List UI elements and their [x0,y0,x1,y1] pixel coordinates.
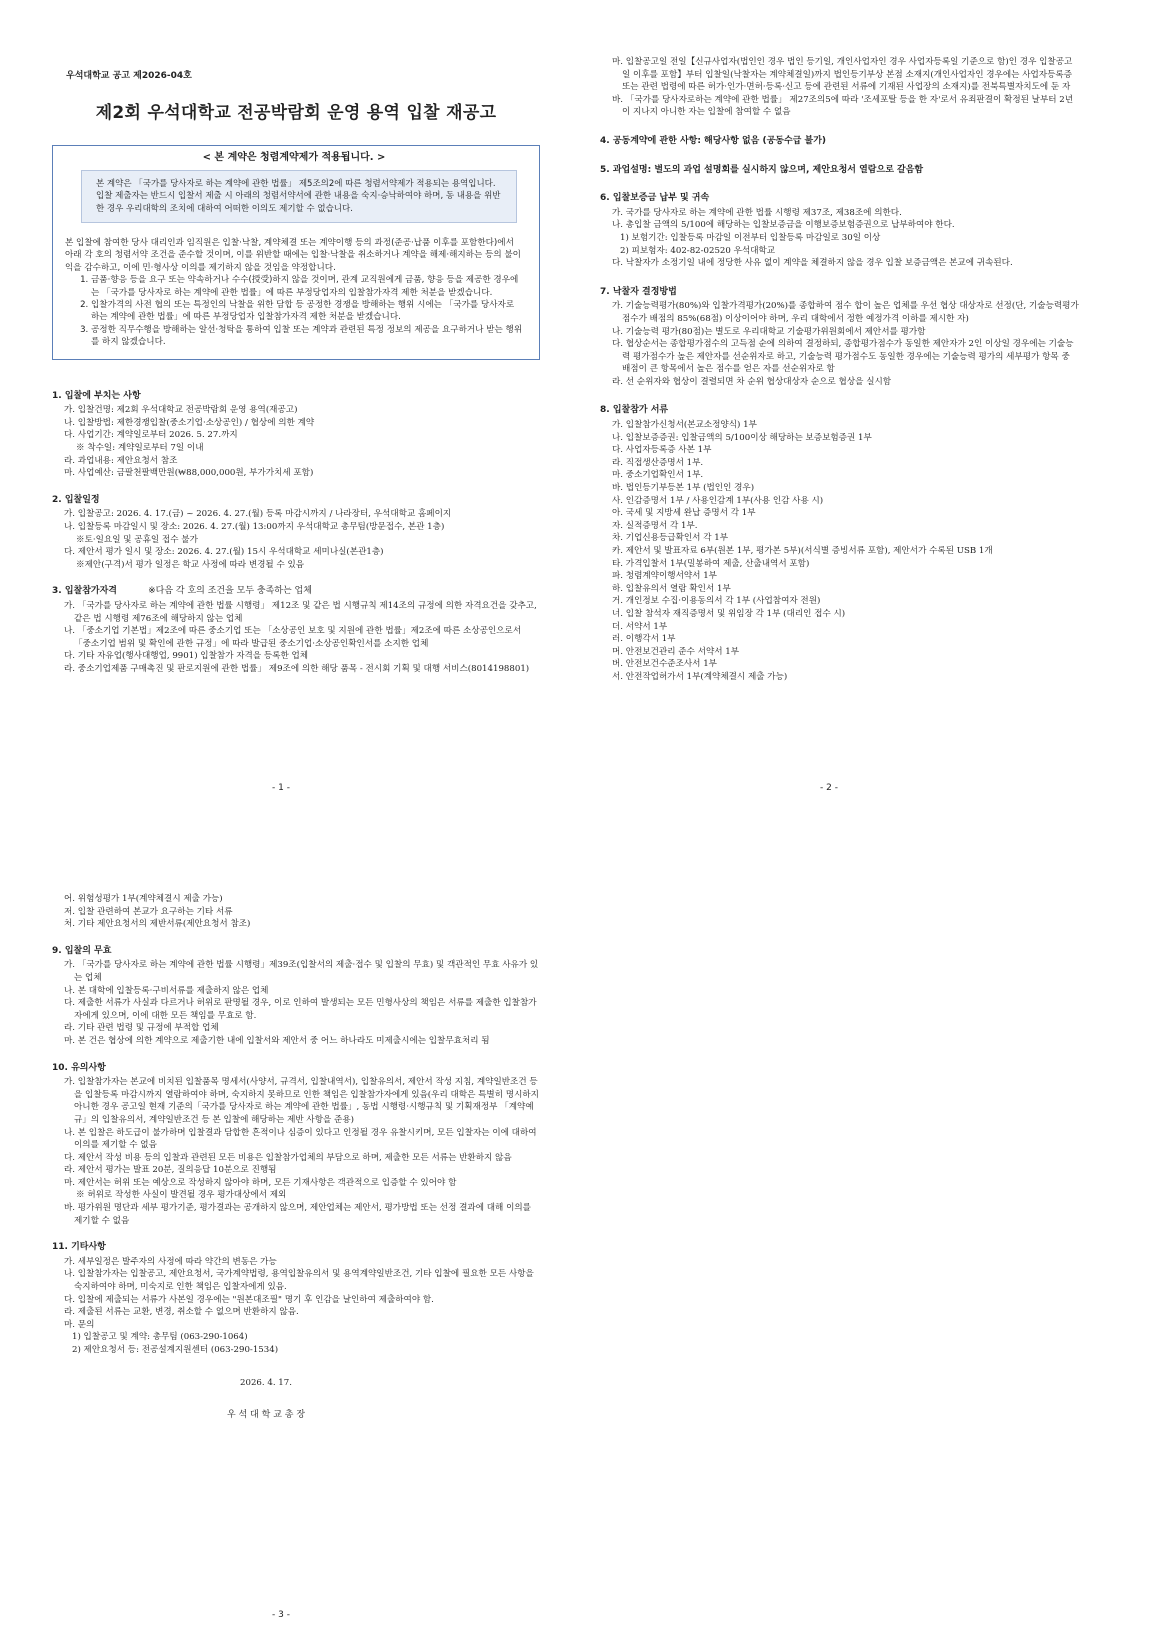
page-number: - 3 - [272,1610,290,1620]
integrity-pledge-list [65,274,523,348]
list-item: 나. 입찰방법: 제한경쟁입찰(중소기업·소상공인) / 협상에 의한 계약 [64,417,315,428]
list-item: 마. 문의 [64,1319,95,1330]
list-item: 러. 이행각서 1부 [612,634,676,645]
list-item: 가. 세부일정은 발주자의 사정에 따라 약간의 변동은 가능 [64,1256,277,1267]
list-item: 가. 입찰참가자는 본교에 비치된 입찰품목 명세서(사양서, 규격서, 입찰내역서), 입찰유의서, 제안서 작성 지침, 계약일반조건 등을 입찰등록 마감시까지 열람하여야 하며, 숙지하지 못하므로 인한 책임은 입찰참가자에게 있음(우리 대학은 특별히 명시하지 아니한 경우 공고일 현재 기준의「국가를 당사자로 하는 계약에 관한 법률」, 동법 시행령·시행규칙 및 기획재정부 「계약예규」의 입찰유의서, 계약일반조건 등 본 입찰에 해당하는 제반 사항을 준용) [64,1077,539,1125]
list-item: 라. 기타 관련 법령 및 규정에 부적합 업체 [64,1023,219,1034]
list-item: 바. 「국가를 당사자로하는 계약에 관한 법률」 제27조의5에 따라 '조세포탈 등을 한 자'로서 유죄판결이 확정된 날부터 2년이 지나지 아니한 자는 입찰에 참여할 수 없음 [612,94,1074,118]
list-item: 마. 입찰공고일 전일【신규사업자(법인인 경우 법인 등기일, 개인사업자인 경우 사업자등록일 기준으로 함)인 경우 입찰공고일 이후를 포함】부터 입찰일(낙찰자는 계약체결일)까지 법인등기부상 본점 소재지(개인사업자인 경우에는 사업자등록증 또는 관련 법령에 따른 허가·인가·면허·등록·신고 등에 관련된 서류에 기재된 사업장의 소재지)를 전북특별자치도에 둔 자 [612,57,1073,93]
page-title: 제2회 우석대학교 전공박람회 운영 용역 입찰 재공고 [95,102,497,123]
document-date: 2026. 4. 17. [240,1377,292,1388]
list-item: 어. 위험성평가 1부(계약체결시 제출 가능) [64,894,223,904]
list-item: 라. 직접생산증명서 1부. [612,457,704,468]
list-item: 마. 제안서는 허위 또는 예상으로 작성하지 않아야 하며, 모든 기재사항은 객관적으로 입증할 수 있어야 함 [64,1177,457,1188]
list-item: 가. 입찰공고: 2026. 4. 17.(금) ~ 2026. 4. 27.(월) 등록 마감시까지 / 나라장터, 우석대학교 홈페이지 [64,509,452,520]
list-item: 서. 안전작업허가서 1부(계약체결시 제출 가능) [612,671,788,682]
list-item: 나. 입찰등록 마감일시 및 장소: 2026. 4. 27.(월) 13:00까지 우석대학교 총무팀(방문접수, 본관 1층) [64,522,445,532]
list-item: 나. 「중소기업 기본법」제2조에 따른 중소기업 또는 「소상공인 보호 및 지원에 관한 법률」제2조에 따른 소상공인으로서 「중소기업 범위 및 확인에 관한 규정」에 따라 발급된 중소기업·소상공인확인서를 소지한 업체 [64,626,522,649]
list-item: 다. 제출한 서류가 사실과 다르거나 허위로 판명될 경우, 이로 인하여 발생되는 모든 민형사상의 책임은 서류를 제출한 입찰참가자에게 있으며, 이에 대한 모든 책임를 무효로 함. [64,998,537,1021]
list-item: 나. 입찰보증증권: 입찰금액의 5/100이상 해당하는 보증보험증권 1부 [612,432,872,443]
list-item: 가. 입찰건명: 제2회 우석대학교 전공박람회 운영 용역(재공고) [64,405,298,416]
list-item: 1) 보험기간: 입찰등록 마감일 이전부터 입찰등록 마감일로 30일 이상 [620,232,881,243]
section-heading: 1. 입찰에 부치는 사항 [52,390,141,401]
list-item: 저. 입찰 관련하여 본교가 요구하는 기타 서류 [64,906,233,917]
list-item: 하. 입찰유의서 열람 확인서 1부 [612,583,731,594]
page-2 [600,56,1080,684]
page-3 [52,893,540,1422]
integrity-pledge [65,237,523,349]
integrity-pledge-text: 본 입찰에 참여한 당사 대리인과 임직원은 입찰·낙찰, 계약체결 또는 계약이행 등의 과정(준공·납품 이후를 포함한다)에서 아래 각 호의 청렴서약 조건을 준수할 것이며, 이를 위반할 때에는 입찰·낙찰을 취소하거나 계약을 해제·해지하는 등의 불이익을 감수하고, 이에 민·형사상 이의를 제기하지 않을 것임을 약정합니다. [65,238,521,273]
section-heading: 4. 공동계약에 관한 사항: 해당사항 없음 (공동수급 불가) [600,135,827,146]
section-heading: 11. 기타사항 [52,1242,106,1253]
section-heading: 2. 입찰일정 [52,494,100,505]
page-1 [52,62,540,676]
list-item: 버. 안전보건수준조사서 1부 [612,659,717,670]
list-item: 다. 사업자등록증 사본 1부 [612,445,712,456]
section-heading: 6. 입찰보증금 납부 및 귀속 [600,193,710,204]
list-item: 아. 국세 및 지방세 완납 증명서 각 1부 [612,508,756,519]
list-item: 가. 「국가를 당사자로 하는 계약에 관한 법률 시행령」 제12조 및 같은 법 시행규칙 제14조의 규정에 의한 자격요건을 갖추고, 같은 법 시행령 제76조에 해당하지 않는 업체 [64,600,537,624]
list-item: 가. 국가를 당사자로 하는 계약에 관한 법률 시행령 제37조, 제38조에 의한다. [612,207,902,218]
list-item: 라. 제안서 평가는 발표 20분, 질의응답 10분으로 진행됨 [64,1165,277,1176]
list-item: 나. 총입찰 금액의 5/100에 해당하는 입찰보증금을 이행보증보험증권으로 납부하여야 한다. [612,220,955,231]
signer: 우 석 대 학 교 총 장 [226,1410,306,1421]
document-list [600,419,1080,683]
list-item: 다. 사업기간: 계약일로부터 2026. 5. 27.까지 [64,430,238,441]
integrity-box-heading: < 본 계약은 청렴계약제가 적용됩니다. > [202,152,386,164]
list-item: 라. 제출된 서류는 교환, 변경, 취소할 수 없으며 반환하지 않음. [64,1307,299,1318]
list-item: 자. 실적증명서 각 1부. [612,520,698,531]
list-item: 2. 입찰가격의 사전 협의 또는 특정인의 낙찰을 위한 담합 등 공정한 경쟁을 방해하는 행위 시에는 「국가를 당사자로 하는 계약에 관한 법률」에 따른 부정당업자 입찰참가자격 제한 처분을 받겠습니다. [91,299,523,324]
list-item: 바. 평가위원 명단과 세부 평가기준, 평가결과는 공개하지 않으며, 제안업체는 제안서, 평가방법 또는 선정 결과에 대해 이의를 제기할 수 없음 [64,1203,531,1226]
notice-number: 우석대학교 공고 제2026-04호 [66,71,192,81]
list-item: 3. 공정한 직무수행을 방해하는 알선·청탁을 통하여 입찰 또는 계약과 관련된 특정 정보의 제공을 요구하거나 받는 행위를 하지 않겠습니다. [91,324,523,349]
list-item: 나. 입찰참가자는 입찰공고, 제안요청서, 국가계약법령, 용역입찰유의서 및 용역계약일반조건, 기타 입찰에 필요한 모든 사항을 숙지하여야 하며, 미숙지로 인한 책임은 입찰자에게 있음. [64,1269,534,1293]
note: ※ 착수일: 계약일로부터 7일 이내 [76,443,204,454]
section-heading: 8. 입찰참가 서류 [600,405,669,416]
page-number: - 1 - [272,783,290,793]
list-item: 다. 낙찰자가 소정기일 내에 정당한 사유 없이 계약을 체결하지 않을 경우 입찰 보증금액은 본교에 귀속된다. [612,258,1013,269]
list-item: 거. 개인정보 수집·이용동의서 각 1부 (사업참여자 전원) [612,596,821,607]
list-item: 가. 입찰참가신청서(본교소정양식) 1부 [612,420,757,431]
list-item: 라. 중소기업제품 구매촉진 및 판로지원에 관한 법률」 제9조에 의한 해당 품목 - 전시회 기획 및 대행 서비스(8014198801) [64,663,530,674]
list-item: 마. 중소기업확인서 1부. [612,470,704,481]
note: ※제안(구격)서 평가 일정은 학교 사정에 따라 변경될 수 있음 [76,559,305,570]
list-item: 파. 청렴계약이행서약서 1부 [612,571,717,582]
list-item: 머. 안전보건관리 준수 서약서 1부 [612,646,740,657]
list-item: 다. 협상순서는 종합평가점수의 고득점 순에 의하여 결정하되, 종합평가점수가 동일한 제안자가 2인 이상일 경우에는 기술능력 평가점수가 높은 제안자를 선순위자로 하고, 기술능력 평가점수도 동일한 경우에는 기술능력 평가의 세부평가 항목 중 배점이 큰 항목에서 높은 점수를 얻은 자를 선순위자로 함 [612,339,1074,375]
list-item: 너. 입찰 참석자 재직증명서 및 위임장 각 1부 (대리인 접수 시) [612,608,846,619]
section-heading: 9. 입찰의 무효 [52,945,112,956]
section-heading-note: ※다음 각 호의 조건을 모두 충족하는 업체 [148,586,312,597]
integrity-box [52,145,540,359]
list-item: 가. 「국가를 당사자로 하는 계약에 관한 법률 시행령」제39조(입찰서의 제출·접수 및 입찰의 무효) 및 객관적인 무효 사유가 있는 업체 [64,960,539,983]
list-item: 나. 기술능력 평가(80점)는 별도로 우리대학교 기술평가위원회에서 제안서를 평가함 [612,326,926,337]
list-item: 다. 제안서 평가 일시 및 장소: 2026. 4. 27.(월) 15시 우석대학교 세미나실(본관1층) [64,547,384,558]
integrity-intro: 본 계약은 「국가를 당사자로 하는 계약에 관한 법률」 제5조의2에 따른 청렴서약제가 적용되는 용역입니다. 입찰 제출자는 반드시 입찰서 제출 시 아래의 청렴서약서에 관한 내용을 숙지·승낙하여야 하며, 동 내용을 위반한 경우 우리대학의 조치에 대하여 어떠한 이의도 제기할 수 없습니다. [81,170,517,223]
list-item: 타. 가격입찰서 1부(밀봉하여 제출, 산출내역서 포함) [612,558,810,569]
list-item: 마. 사업예산: 금팔천팔백만원(₩88,000,000원, 부가가치세 포함) [64,468,314,479]
section-heading [52,585,540,598]
list-item: 1) 입찰공고 및 계약: 총무팀 (063-290-1064) [72,1332,248,1343]
list-item: 2) 피보험자: 402-82-02520 우석대학교 [620,245,776,256]
section-heading: 10. 유의사항 [52,1062,106,1073]
list-item: 바. 법인등기부등본 1부 (법인인 경우) [612,483,755,494]
section-heading-text: 3. 입찰참가자격 [52,586,117,597]
note: ※토·일요일 및 공휴일 접수 불가 [76,534,198,545]
list-item: 나. 본 대학에 입찰등록·구비서류를 제출하지 않은 업체 [64,985,269,996]
list-item: 사. 인감증명서 1부 / 사용인감계 1부(사용 인감 사용 시) [612,495,824,506]
list-item: 2) 제안요청서 등: 전공설계지원센터 (063-290-1534) [72,1345,279,1355]
list-item: 처. 기타 제안요청서의 제반서류(제안요청서 참조) [64,919,251,930]
section-heading: 7. 낙찰자 결정방법 [600,286,677,297]
note: ※ 허위로 작성한 사실이 발견될 경우 평가대상에서 제외 [76,1190,287,1201]
section-heading: 5. 과업설명: 별도의 과업 설명회를 실시하지 않으며, 제안요청서 열람으로 갈음함 [600,164,924,175]
list-item: 가. 기술능력평가(80%)와 입찰가격평가(20%)를 종합하여 점수 합이 높은 업체를 우선 협상 대상자로 선정(단, 기술능력평가 점수가 배점의 85%(68점) 이상이어야 하며, 우리 대학에서 정한 예정가격 이하를 제시한 자) [612,301,1079,324]
list-item: 마. 본 건은 협상에 의한 계약으로 제출기한 내에 입찰서와 제안서 중 어느 하나라도 미제출시에는 입찰무효처리 됨 [64,1035,490,1046]
list-item: 차. 기업신용등급확인서 각 1부 [612,533,729,544]
list-item: 라. 과업내용: 제안요청서 참조 [64,455,178,466]
list-item: 1. 금품·향응 등을 요구 또는 약속하거나 수수(授受)하지 않을 것이며, 관계 교직원에게 금품, 향응 등을 제공한 경우에는 「국가를 당사자로 하는 계약에 관한 법률」에 따른 부정당업자의 입찰참가자격 제한 처분을 받겠습니다. [91,274,523,299]
list-item: 나. 본 입찰은 하도급이 불가하며 입찰결과 담합한 흔적이나 심증이 있다고 인정될 경우 유찰시키며, 모든 입찰자는 이에 대하여 이의를 제기할 수 없음 [64,1127,537,1151]
list-item: 다. 제안서 작성 비용 등의 입찰과 관련된 모든 비용은 입찰참가업체의 부담으로 하며, 제출한 모든 서류는 반환하지 않음 [64,1152,512,1163]
list-item: 더. 서약서 1부 [612,621,668,632]
list-item: 다. 기타 자유업(행사대행업, 9901) 입찰참가 자격을 등록한 업체 [64,651,309,662]
list-item: 카. 제안서 및 발표자료 6부(원본 1부, 평가본 5부)(서식별 증빙서류 포함), 제안서가 수록된 USB 1개 [612,546,993,556]
page-number: - 2 - [820,783,838,793]
list-item: 라. 선 순위자와 협상이 결렬되면 차 순위 협상대상자 순으로 협상을 실시함 [612,376,892,387]
list-item: 다. 입찰에 제출되는 서류가 사본일 경우에는 "원본대조필" 명기 후 인감을 날인하여 제출하여야 함. [64,1294,434,1305]
